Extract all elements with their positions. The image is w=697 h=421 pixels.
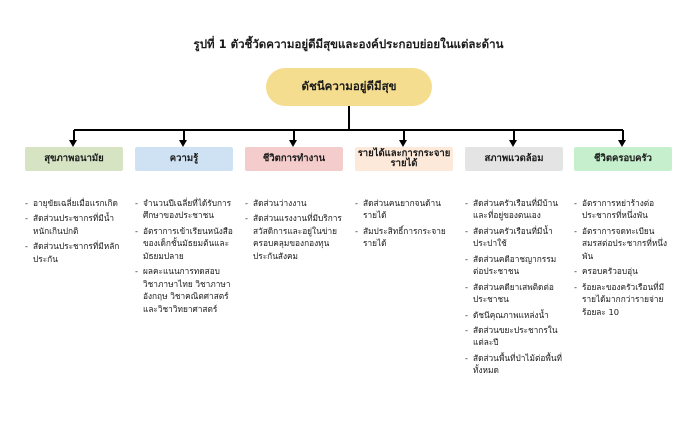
category-items-worklife <box>245 197 343 262</box>
dash-marker: - <box>574 266 577 277</box>
list-item <box>465 225 563 250</box>
category-header-worklife: ชีวิตการทำงาน <box>245 147 343 171</box>
list-item <box>245 197 343 209</box>
dash-marker: - <box>574 198 577 208</box>
list-item <box>355 225 453 250</box>
list-item <box>465 309 563 321</box>
dash-marker: - <box>465 324 468 335</box>
dash-marker: - <box>355 225 358 236</box>
category-header-environment: สภาพแวดล้อม <box>465 147 563 171</box>
list-item-label: ครอบครัวอบอุ่น <box>582 266 638 277</box>
category-items-family <box>574 197 672 318</box>
list-item <box>574 281 672 318</box>
list-item-label: สัดส่วนครัวเรือนที่มีบ้านและที่อยู่ของตนเอง <box>473 198 558 221</box>
list-item-label: สัดส่วนคดีอาชญากรรมต่อประชาชน <box>473 253 557 277</box>
dash-marker: - <box>574 225 577 236</box>
dash-marker: - <box>25 241 28 252</box>
list-item <box>465 324 563 349</box>
branch-arrow-2 <box>179 140 187 147</box>
dash-marker: - <box>465 225 468 236</box>
list-item <box>574 265 672 277</box>
category-items-environment <box>465 197 563 377</box>
list-item-label: ผลคะแนนการทดสอบวิชาภาษาไทย วิชาภาษาอังกฤษ วิชาคณิตศาสตร์ และวิชาวิทยาศาสตร์ <box>143 266 231 314</box>
dash-marker: - <box>465 352 468 363</box>
branch-arrow-5 <box>509 140 517 147</box>
list-item-label: สัดส่วนพื้นที่ป่าไม้ต่อพื้นที่ทั้งหมด <box>473 352 563 376</box>
list-item-label: สัมประสิทธิ์การกระจายรายได้ <box>363 225 446 249</box>
list-item-label: อายุขัยเฉลี่ยเมื่อแรกเกิด <box>33 198 118 208</box>
list-item-label: ดัชนีคุณภาพแหล่งน้ำ <box>473 309 549 320</box>
list-item <box>135 265 233 315</box>
category-column-family <box>574 147 672 321</box>
root-node: ดัชนีความอยู่ดีมีสุข <box>266 68 432 106</box>
list-item-label: สัดส่วนครัวเรือนที่มีน้ำประปาใช้ <box>473 225 553 249</box>
list-item-label: จำนวนปีเฉลี่ยที่ได้รับการศึกษาของประชาชน <box>143 198 232 221</box>
branch-arrow-4 <box>399 140 407 147</box>
category-header-knowledge: ความรู้ <box>135 147 233 171</box>
category-items-health <box>25 197 123 265</box>
list-item <box>135 197 233 222</box>
list-item <box>465 352 563 377</box>
list-item-label: อัตราการหย่าร้างต่อประชากรที่หนึ่งพัน <box>582 198 655 221</box>
category-column-health <box>25 147 123 268</box>
dash-marker: - <box>355 198 358 208</box>
dash-marker: - <box>135 198 138 208</box>
list-item <box>25 197 123 209</box>
list-item <box>25 240 123 265</box>
branch-arrow-1 <box>69 140 77 147</box>
list-item <box>465 281 563 306</box>
list-item-label: ร้อยละของครัวเรือนที่มีรายได้มากกว่ารายจ่ายร้อยละ 10 <box>582 281 665 317</box>
list-item <box>135 225 233 262</box>
trunk-horizontal-line <box>74 129 623 131</box>
dash-marker: - <box>574 281 577 292</box>
list-item-label: สัดส่วนขยะประชากรในแต่ละปี <box>473 324 558 348</box>
dash-marker: - <box>465 281 468 292</box>
category-items-knowledge <box>135 197 233 315</box>
list-item <box>574 197 672 222</box>
list-item-label: สัดส่วนคดียาเสพติดต่อประชาชน <box>473 281 554 305</box>
list-item <box>25 212 123 237</box>
dash-marker: - <box>465 198 468 208</box>
list-item <box>574 225 672 262</box>
list-item-label: สัดส่วนคนยากจนด้านรายได้ <box>363 198 441 221</box>
list-item-label: อัตราการเข้าเรียนหนังสือของเด็กชั้นมัธยมต้นและมัธยมปลาย <box>143 225 233 261</box>
dash-marker: - <box>135 225 138 236</box>
list-item <box>245 212 343 262</box>
list-item-label: สัดส่วนแรงงานที่มีบริการสวัสดิการและอยู่ในข่ายครอบคลุมของกองทุนประกันสังคม <box>253 213 342 261</box>
category-header-family: ชีวิตครอบครัว <box>574 147 672 171</box>
dash-marker: - <box>135 266 138 277</box>
category-column-income <box>355 147 453 253</box>
dash-marker: - <box>25 198 28 208</box>
category-header-income: รายได้และการกระจายรายได้ <box>355 147 453 171</box>
list-item-label: สัดส่วนประชากรที่มีหลักประกัน <box>33 241 120 264</box>
category-column-environment <box>465 147 563 380</box>
page-title: รูปที่ 1 ตัวชี้วัดความอยู่ดีมีสุขและองค์ประกอบย่อยในแต่ละด้าน <box>193 37 504 51</box>
category-header-health: สุขภาพอนามัย <box>25 147 123 171</box>
list-item <box>355 197 453 222</box>
category-items-income <box>355 197 453 250</box>
trunk-vertical-line <box>348 106 350 130</box>
branch-arrow-6 <box>618 140 626 147</box>
dash-marker: - <box>245 213 248 224</box>
list-item-label: อัตราการจดทะเบียนสมรสต่อประชากรที่หนึ่งพัน <box>582 225 668 261</box>
dash-marker: - <box>465 309 468 320</box>
list-item <box>465 197 563 222</box>
category-column-worklife <box>245 147 343 265</box>
list-item-label: สัดส่วนว่างงาน <box>253 198 307 208</box>
dash-marker: - <box>25 213 28 224</box>
dash-marker: - <box>465 253 468 264</box>
list-item <box>465 253 563 278</box>
dash-marker: - <box>245 198 248 208</box>
list-item-label: สัดส่วนประชากรที่มีน้ำหนักเกินปกติ <box>33 213 115 236</box>
category-column-knowledge <box>135 147 233 318</box>
branch-arrow-3 <box>289 140 297 147</box>
